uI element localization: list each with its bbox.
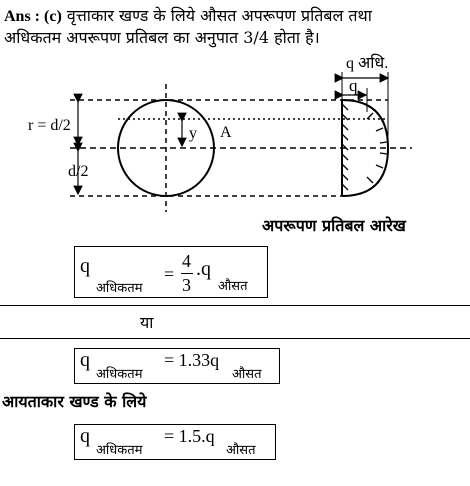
diagram-caption: अपरूपण प्रतिबल आरेख: [262, 216, 406, 235]
equation-1: [80, 255, 90, 278]
r-label: r = d/2: [28, 117, 71, 134]
avg-subscript: औसत: [218, 279, 248, 294]
q-symbol: q: [80, 255, 90, 277]
max-subscript-3: अधिकतम: [96, 443, 143, 458]
max-subscript: अधिकतम: [96, 281, 143, 296]
q-symbol-3: q: [80, 425, 90, 447]
q-max-label: q अधि.: [346, 55, 389, 72]
fraction-denominator: 3: [182, 275, 191, 295]
q-symbol-2: q: [80, 349, 90, 371]
separator-bottom: [0, 338, 470, 339]
answer-line-2: अधिकतम अपरूपण प्रतिबल का अनुपात 3/4 होता है।: [4, 28, 320, 47]
fraction-bar: [181, 273, 193, 274]
equation-3-rhs: = 1.5.q: [164, 426, 215, 446]
shear-stress-diagram: [0, 0, 470, 215]
equals-sign: =: [164, 264, 175, 284]
avg-subscript-3: औसत: [226, 443, 256, 458]
or-label: या: [140, 313, 154, 332]
rectangular-section-heading: आयताकार खण्ड के लिये: [2, 392, 147, 411]
separator-top: [0, 305, 470, 306]
answer-prefix: Ans : (c): [4, 8, 62, 25]
q-average: .q: [196, 258, 211, 280]
y-label: y: [189, 125, 197, 142]
avg-subscript-2: औसत: [232, 367, 262, 382]
q-label: q: [349, 76, 358, 95]
fraction-numerator: 4: [182, 251, 191, 271]
answer-text-1: वृत्ताकार खण्ड के लिये औसत अपरूपण प्रतिबल तथा: [66, 6, 372, 25]
d2-label: d/2: [68, 163, 89, 180]
max-subscript-2: अधिकतम: [96, 367, 143, 382]
area-label: A: [220, 124, 232, 141]
equation-2-rhs: = 1.33q: [164, 350, 220, 370]
